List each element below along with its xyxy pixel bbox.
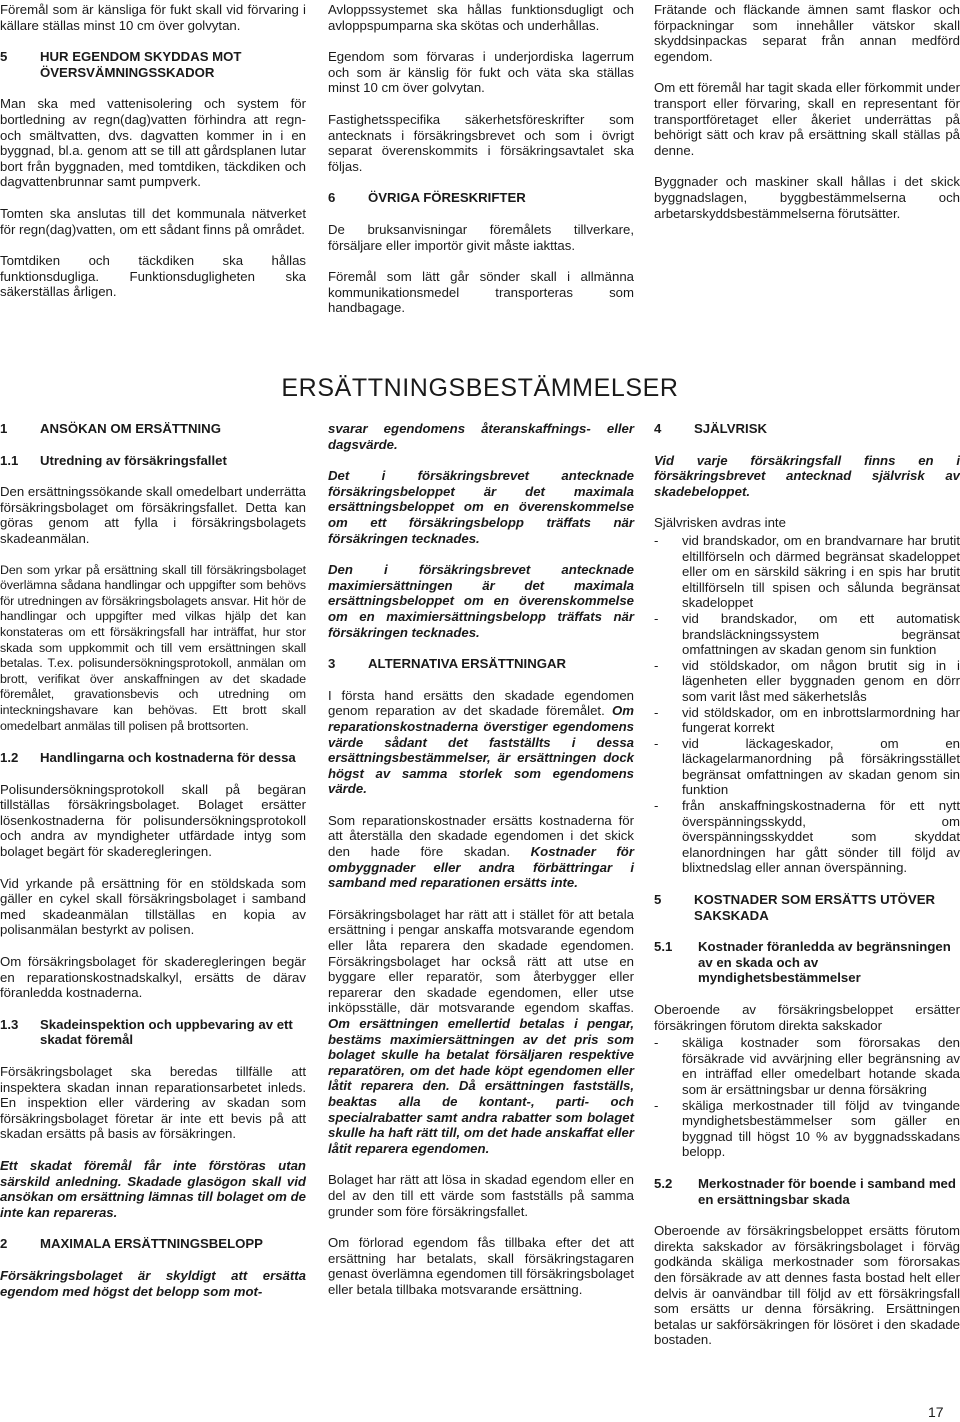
paragraph xyxy=(328,813,634,891)
list-bullet-dash: - xyxy=(654,1097,659,1113)
list-item xyxy=(654,658,960,705)
paragraph: Man ska med vattenisolering och system för bortledning av regn(dag)vatten förhindra att regn- och smältvatten, dvs. dagvatten kommer in i en byggnad, bl.a. genom att se till att gårdsplanen lutar bort från byggnaden, med tomtdiken, täckdiken och dagvattenbrunnar samt pumpverk. xyxy=(0,96,306,190)
list-item xyxy=(654,1098,960,1160)
paragraph xyxy=(328,688,634,797)
paragraph: Tomtdiken och täckdiken ska hållas funktionsdugliga. Funktionsdugligheten ska säkerställas årligen. xyxy=(0,253,306,300)
list-item xyxy=(654,533,960,611)
paragraph: Oberoende av försäkringsbeloppet ersätts förutom direkta sakskador av försäkringsbolaget i förväg godkända skäliga merkostnader som förorsakas den försäkrade av att dennes fasta bostad helt eller delvis är oanvändbar till följd av ett försäkringsfall som ersätts ur denna försäkring. Ersättningen betalas ur sakförsäkringen för lösöret i den skadade bostaden. xyxy=(654,1223,960,1348)
list-item-text: vid brandskador, om ett automatisk brandsläckningssystem begränsat omfattningen av skadan genom sin funktion xyxy=(682,610,960,658)
list-bullet-dash: - xyxy=(654,657,659,673)
list-bullet-dash: - xyxy=(654,610,659,626)
paragraph: Om försäkringsbolaget för skaderegleringen begär en reparationskostnadskalkyl, ersätts de därav föranledda kostnaderna. xyxy=(0,954,306,1001)
paragraph: Om förlorad egendom fås tillbaka efter det att ersättning har betalats, skall försäkringstagaren genast överlämna egendomen till försäkringsbolaget eller betala tillbaka motsvarande ersättning. xyxy=(328,1235,634,1297)
paragraph: Självrisken avdras inte xyxy=(654,515,786,531)
section-heading-5-flood: 5 HUR EGENDOM SKYDDAS MOT ÖVERSVÄMNINGSSKADOR xyxy=(0,49,242,80)
paragraph: Polisundersökningsprotokoll skall på begäran tillställas försäkringsbolaget. Bolaget ersätter lösenkostnaderna för polisundersökningsprotokoll och andra av myndigheter utfärdade intyg som bolaget begärt för skaderegleringen. xyxy=(0,781,306,860)
bottom-column-1 xyxy=(0,421,306,1315)
list-item-text: skäliga merkostnader till följd av tvingande myndighetsbestämmelser som gäller en byggnad till högst 10 % av byggnadsskadans belopp. xyxy=(682,1097,960,1160)
paragraph: Föremål som är känsliga för fukt skall vid förvaring i källare ställas minst 10 cm över golvytan. xyxy=(0,2,306,33)
paragraph-emphasis: Ett skadat föremål får inte förstöras utan särskild anledning. Skadade glasögon skall vid ansökan om ersättning lämnas till bolaget om de inte kan repareras. xyxy=(0,1157,306,1220)
list-bullet-dash: - xyxy=(654,1035,659,1051)
list-item-text: vid läckageskador, om en läckagelarmanordning på försäkringsstället begränsat omfattningen av skadan genom sin funktion xyxy=(682,735,960,798)
paragraph: Oberoende av försäkringsbeloppet ersätter försäkringen förutom direkta sakskador xyxy=(654,1002,960,1033)
paragraph xyxy=(328,907,634,1157)
paragraph: Byggnader och maskiner skall hållas i det skick byggnadslagen, byggbestämmelserna och arbetarskyddsbestämmelserna förutsätter. xyxy=(654,174,960,221)
paragraph: Bolaget har rätt att lösa in skadad egendom eller en del av den till ett värde som fastställs på samma grunder som före försäkringsfallet. xyxy=(328,1172,634,1219)
paragraph-part: Försäkringsbolaget har rätt att i stället för att betala ersättning i pengar anskaffa motsvarande egendom eller låta reparera den skadade egendomen. Försäkringsbolaget har också rätt att utse en byggare eller reparatör, som återbygger eller reparerar den skadade egendomen, eller utse inköpsställe, där motsvarande egendom skaffas. xyxy=(328,906,634,1016)
list-bullet-dash: - xyxy=(654,704,659,720)
list-item xyxy=(654,611,960,658)
paragraph-emphasis: Kostnader för ombyggnader eller andra förbättringar i samband med reparationen ersätts inte. xyxy=(328,844,634,891)
section-heading-1-1: 1.1 Utredning av försäkringsfallet xyxy=(0,452,227,468)
paragraph: Den ersättningssökande skall omedelbart underrätta försäkringsbolaget om försäkringsfallet. Detta kan göras genom att fylla i försäkringsbolagets skadeanmälan. xyxy=(0,484,306,546)
paragraph: Försäkringsbolaget ska beredas tillfälle att inspektera skadan innan reparationsarbetet inleds. En inspektion eller värdering av skadan som försäkringsbolaget företar är inte ett bevis på att skadan ersätts på basis av försäkringen. xyxy=(0,1064,306,1142)
paragraph: Om ett föremål har tagit skada eller förkommit under transport eller förvaring, skall en representant för transportföretaget eller åkeriet underrättas på behörigt sätt och krav på ersättning skall ställas på denne. xyxy=(654,80,960,158)
top-column-1 xyxy=(0,2,306,316)
paragraph: Vid yrkande på ersättning för en stöldskada som gäller en cykel skall försäkringsbolaget i samband med skadeanmälan tillställas en kopia av polisanmälan bestyrkt av polisen. xyxy=(0,875,306,938)
section-heading-4: 4 SJÄLVRISK xyxy=(654,421,768,436)
section-heading-5: 5 KOSTNADER SOM ERSÄTTS UTÖVER SAKSKADA xyxy=(654,892,936,923)
paragraph: Avloppssystemet ska hållas funktionsdugligt och avloppspumparna ska skötas och underhållas. xyxy=(328,2,634,33)
list-bullet-dash: - xyxy=(654,532,659,548)
paragraph-emphasis: Försäkringsbolaget är skyldigt att ersätta egendom med högst det belopp som mot- xyxy=(0,1267,306,1299)
paragraph-emphasis: Den i försäkringsbrevet antecknade maximiersättningen är det maximala ersättningsbeloppet om en överenskommelse om en maximiersättningsbelopp träffats när försäkringen tecknades. xyxy=(328,562,634,640)
paragraph-emphasis: Om reparationskostnaderna överstiger egendomens värde sådant det fastställts i dessa ersättningsbestämmelser, är ersättningen dock högst av samma storlek som egendomens värde. xyxy=(328,703,634,797)
paragraph-emphasis: Vid varje försäkringsfall finns en i försäkringsbrevet antecknad självrisk av skadebeloppet. xyxy=(654,452,960,499)
section-heading-1-2: 1.2 Handlingarna och kostnaderna för dessa xyxy=(0,750,296,766)
list-item xyxy=(654,736,960,798)
paragraph-emphasis: Om ersättningen emellertid betalas i pengar, bestäms maximiersättningen av det pris som bolaget skulle ha betalat försäljaren respektive reparatören, om det hade köpt egendomen eller låtit reparera den. Då ersättningen fastställs, beaktas alla de kontant-, parti- och specialrabatter samt andra rabatter som bolaget skulle ha haft rätt till, om det hade anskaffat eller låtit reparera egendomen. xyxy=(328,1016,634,1156)
bottom-column-2 xyxy=(328,421,634,1314)
paragraph-emphasis: svarar egendomens återanskaffnings- eller dagsvärde. xyxy=(328,421,634,452)
paragraph: Fastighetsspecifika säkerhetsföreskrifter som antecknats i försäkringsbrevet och som i övrigt separat överenskommits i försäkringsavtalet ska följas. xyxy=(328,111,634,174)
paragraph: Frätande och fläckande ämnen samt flaskor och förpackningar som innehåller vätskor skall skyddsinpackas separat från annan medförd egendom. xyxy=(654,2,960,64)
section-heading-5-2: 5.2 Merkostnader för boende i samband med en ersättningsbar skada xyxy=(654,1175,956,1207)
page-number: 17 xyxy=(928,1404,944,1420)
section-heading-5-1: 5.1 Kostnader föranledda av begränsningen av en skada och av myndighetsbestämmelser xyxy=(654,939,951,986)
paragraph-emphasis: Det i försäkringsbrevet antecknade försäkringsbeloppet är det maximala ersättningsbeloppet om en överenskommelse om ett försäkringsbelopp träffats när försäkringen tecknades. xyxy=(328,468,634,546)
deductible-exceptions-list xyxy=(654,533,960,876)
list-item xyxy=(654,705,960,736)
list-item-text: vid stöldskador, om en inbrottslarmordning har fungerat korrekt xyxy=(682,704,960,736)
page-title: ERSÄTTNINGSBESTÄMMELSER xyxy=(281,374,679,402)
list-item xyxy=(654,798,960,876)
list-item-text: vid brandskador, om en brandvarnare har brutit eltillförseln och därmed begränsat skadeloppet eller om en särskild säkring i en spis har brutit eltillförseln till spisen och sålunda begränsat skadeloppet xyxy=(682,532,960,611)
section-heading-2: 2 MAXIMALA ERSÄTTNINGSBELOPP xyxy=(0,1236,263,1252)
list-bullet-dash: - xyxy=(654,735,659,751)
bottom-column-3 xyxy=(654,421,960,1364)
section-heading-1: 1 ANSÖKAN OM ERSÄTTNING xyxy=(0,421,221,436)
list-bullet-dash: - xyxy=(654,798,659,814)
paragraph-part: I första hand ersätts den skadade egendomen genom reparation av det skadade föremålet. xyxy=(328,687,634,719)
top-column-2 xyxy=(328,2,634,332)
section-heading-3: 3 ALTERNATIVA ERSÄTTNINGAR xyxy=(328,656,567,672)
paragraph: Egendom som förvaras i underjordiska lagerrum och som är känslig för fukt och väta ska ställas minst 10 cm över golvytan. xyxy=(328,49,634,96)
paragraph: De bruksanvisningar föremålets tillverkare, försäljare eller importör givit måste iakttas. xyxy=(328,221,634,253)
list-item-text: vid stöldskador, om någon brutit sig in i lägenheten eller byggnaden genom en dörr som varit låst med säkerhetslås xyxy=(682,657,960,704)
paragraph: Tomten ska anslutas till det kommunala nätverket för regn(dag)vatten, om ett sådant finns på området. xyxy=(0,205,306,237)
extra-costs-list xyxy=(654,1035,960,1160)
top-column-3 xyxy=(654,2,960,237)
paragraph: Den som yrkar på ersättning skall till försäkringsbolaget överlämna sådana handlingar och uppgifter som behövs för utredningen av försäkringsbolagets ansvar. Hit hör de handlingar och uppgifter med vilkas hjälp det kan konstateras om ett försäkringsfall har inträffat, hur stor skada som uppkommit och till vem ersättningen skall betalas. T.ex. polisundersökningsprotokoll, anmälan om brott, verifikat över anskaffningen av det skadade föremålet, gravationsbevis och utredning om inteckningshavare kan behövas. Ett brott skall omedelbart anmälas till polisen på brottsorten. xyxy=(0,562,306,733)
paragraph-part: Som reparationskostnader ersätts kostnaderna för att återställa den skadade egendomen i det skick den hade före skadan. xyxy=(328,812,634,860)
paragraph: Föremål som lätt går sönder skall i allmänna kommunikationsmedel transporteras som handbagage. xyxy=(328,269,634,316)
list-item-text: från anskaffningskostnaderna för ett nytt överspänningsskydd, om överspänningsskyddet som skyddat elanordningen har gått sönder till följd av blixtnedslag eller annan överspänning. xyxy=(682,798,960,876)
section-heading-6-other-rules: 6 ÖVRIGA FÖRESKRIFTER xyxy=(328,190,526,206)
section-heading-1-3: 1.3 Skadeinspektion och uppbevaring av ett skadat föremål xyxy=(0,1016,293,1048)
list-item-text: skäliga kostnader som förorsakas den försäkrade vid avvärjning eller begränsning av en inträffad eller omedelbart hotande skada som är ersättningsbar ur denna försäkring xyxy=(682,1035,960,1097)
list-item xyxy=(654,1035,960,1097)
